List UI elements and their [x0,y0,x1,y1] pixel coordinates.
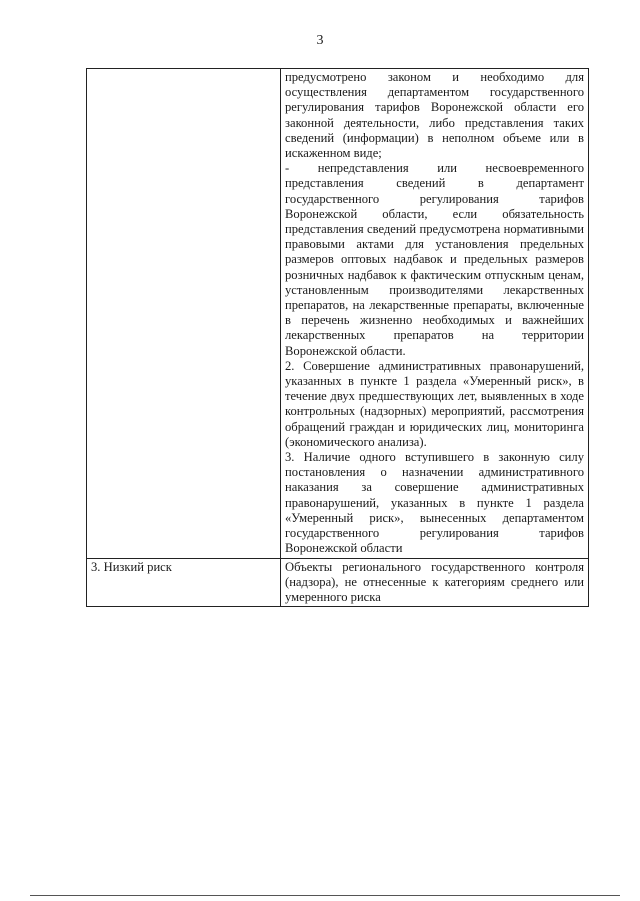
risk-category-table [86,68,589,607]
criteria-paragraph: Объекты регионального государственного контроля (надзора), не отнесенные к категориям среднего или умеренного риска [285,559,584,604]
risk-criteria-cell [281,69,589,559]
table-row [87,69,589,559]
criteria-paragraph: 3. Наличие одного вступившего в законную силу постановления о назначении административного наказания за совершение административных правонарушений, указанных в пункте 1 раздела «Умеренный риск», вынесенных департаментом государственного регулирования тарифов Воронежской области [285,450,584,556]
page-number: 3 [316,33,324,48]
bottom-divider [30,895,620,896]
criteria-paragraph: - непредставления или несвоевременного представления сведений в департамент государственного регулирования тарифов Воронежской области, если обязательность представления сведений предусмотрена нормативными правовыми актами для установления предельных размеров оптовых надбавок и предельных размеров розничных надбавок к фактическим отпускным ценам, установленным производителями лекарственных препаратов, на лекарственные препараты, включенные в перечень жизненно необходимых и важнейших лекарственных препаратов на территории Воронежской области. [285,161,584,358]
criteria-paragraph: предусмотрено законом и необходимо для осуществления департаментом государственного регулирования тарифов Воронежской области его законной деятельности, либо представления таких сведений (информации) в неполном объеме или в искаженном виде; [285,70,584,161]
risk-criteria-cell [281,558,589,607]
table-row [87,558,589,607]
risk-category-cell [87,69,281,559]
risk-category-cell: 3. Низкий риск [87,558,281,607]
criteria-paragraph: 2. Совершение административных правонарушений, указанных в пункте 1 раздела «Умеренный риск», в течение двух предшествующих лет, выявленных в ходе контрольных (надзорных) мероприятий, рассмотрения обращений граждан и юридических лиц, мониторинга (экономического анализа). [285,358,584,449]
